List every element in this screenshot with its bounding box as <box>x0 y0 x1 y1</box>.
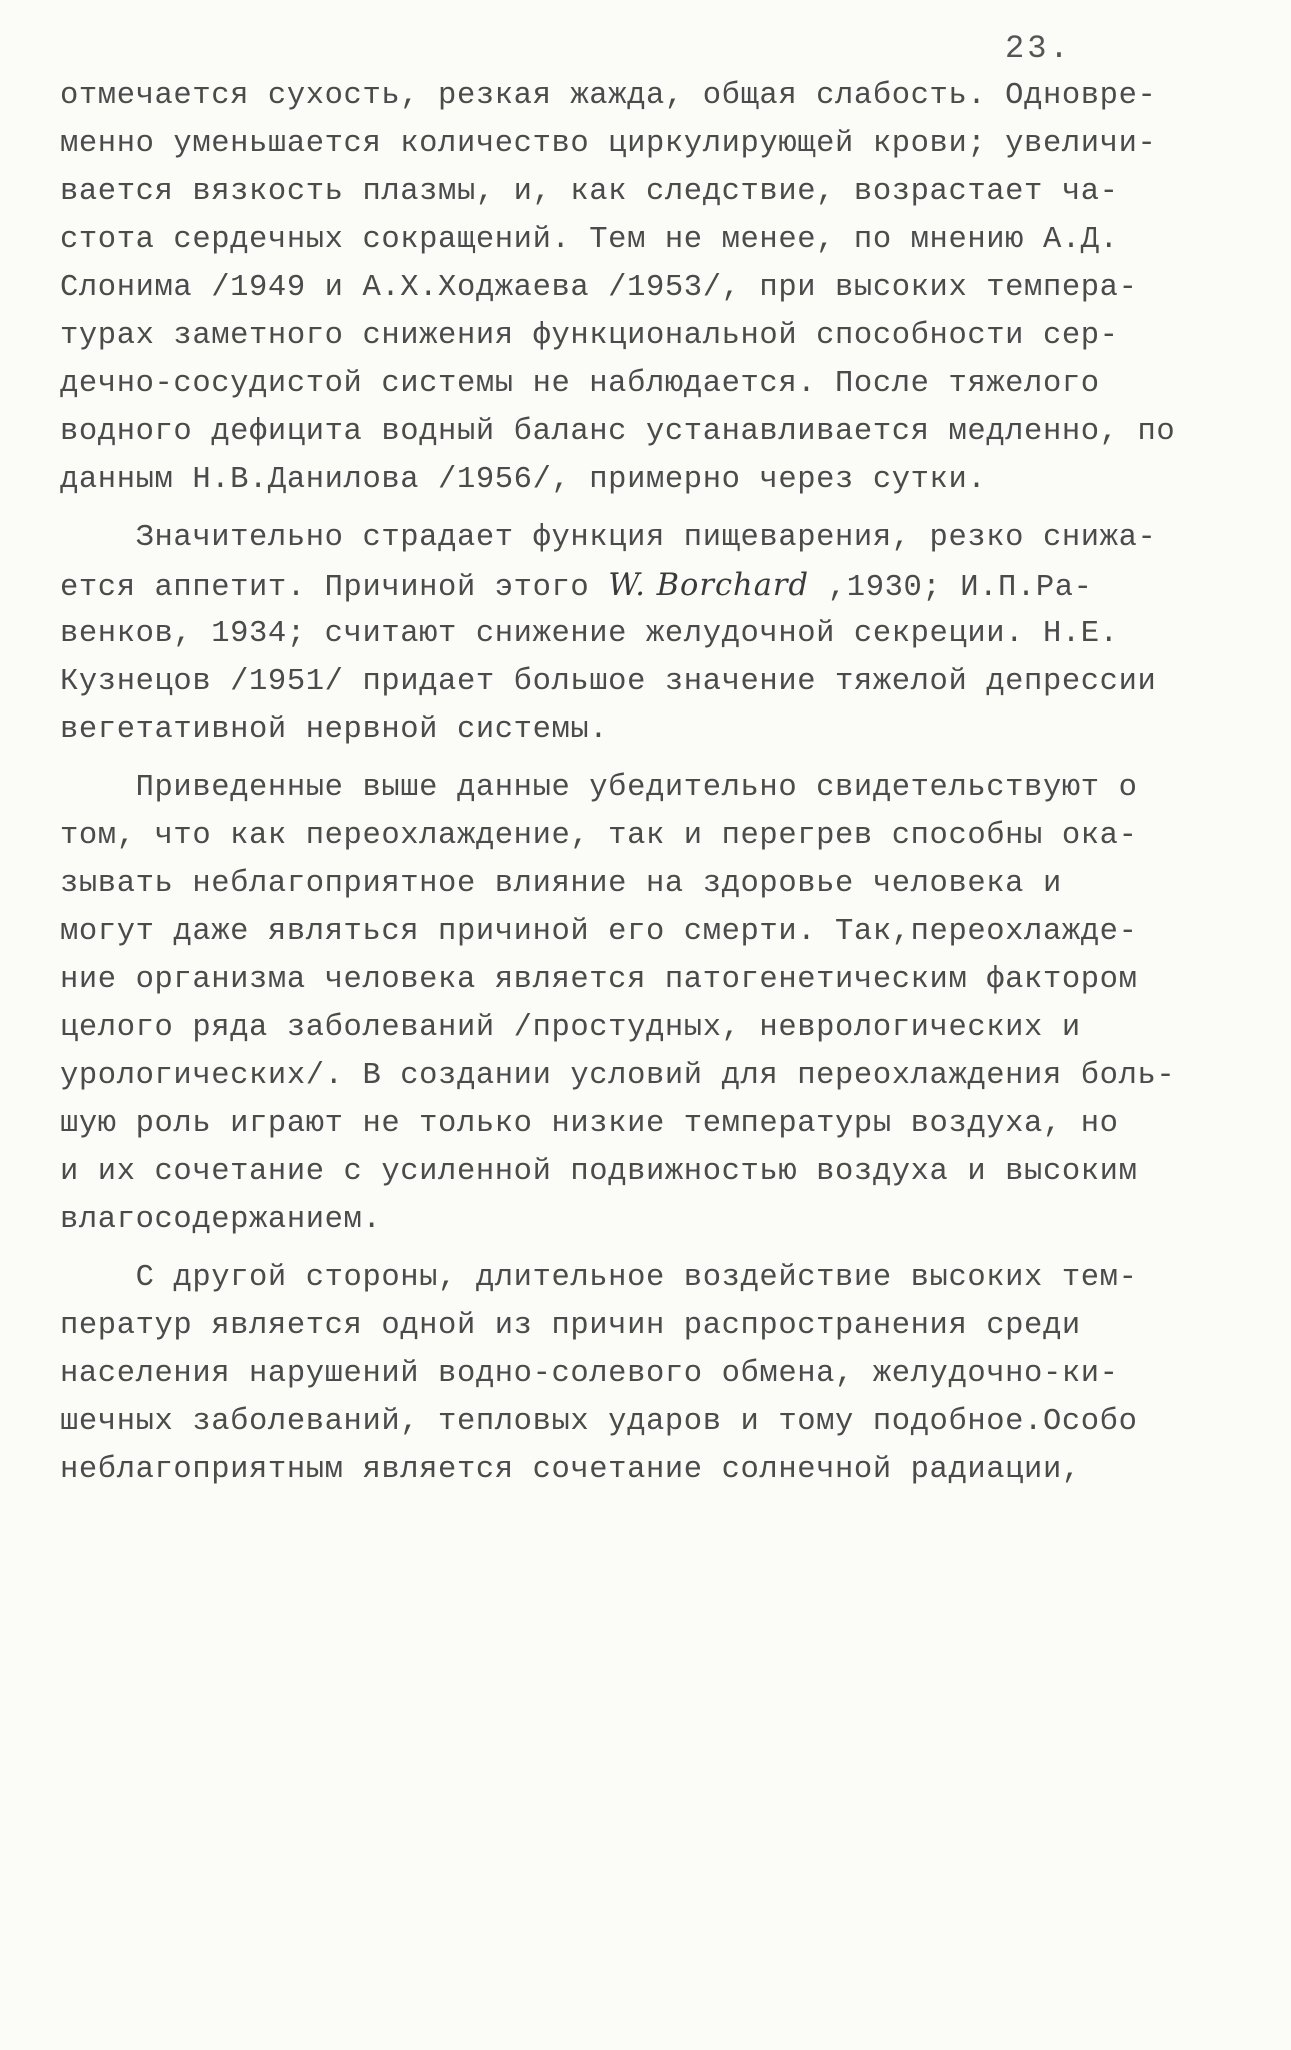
text-segment: ется аппетит. Причиной этого <box>60 571 590 605</box>
text-line: ние организма человека является патогенетическим фактором <box>60 963 1138 997</box>
text-line: вается вязкость плазмы, и, как следствие, возрастает ча- <box>60 175 1119 209</box>
text-segment: ,1930; И.П.Ра- <box>808 571 1093 605</box>
text-line: урологических/. В создании условий для переохлаждения боль- <box>60 1059 1176 1093</box>
text-line: зывать неблагоприятное влияние на здоровье человека и <box>60 867 1062 901</box>
page-number: 23. <box>1005 30 1072 67</box>
text-line: неблагоприятным является сочетание солнечной радиации, <box>60 1453 1081 1487</box>
text-line: Кузнецов /1951/ придает большое значение тяжелой депрессии <box>60 665 1157 699</box>
text-line: влагосодержанием. <box>60 1203 382 1237</box>
text-line: том, что как переохлаждение, так и перегрев способны ока- <box>60 819 1138 853</box>
text-line: венков, 1934; считают снижение желудочной секреции. Н.Е. <box>60 617 1119 651</box>
text-line: стота сердечных сокращений. Тем не менее, по мнению А.Д. <box>60 223 1119 257</box>
text-line: Слонима /1949 и А.Х.Ходжаева /1953/, при высоких темпера- <box>60 271 1138 305</box>
text-line: и их сочетание с усиленной подвижностью воздуха и высоким <box>60 1155 1138 1189</box>
text-line: данным Н.В.Данилова /1956/, примерно через сутки. <box>60 463 987 497</box>
text-line: вегетативной нервной системы. <box>60 713 609 747</box>
handwritten-name: W. Borchard <box>608 568 809 603</box>
text-line: ператур является одной из причин распространения среди <box>60 1309 1081 1343</box>
text-line: турах заметного снижения функциональной способности сер- <box>60 319 1119 353</box>
text-line: водного дефицита водный баланс устанавливается медленно, по <box>60 415 1176 449</box>
text-line: шую роль играют не только низкие температуры воздуха, но <box>60 1107 1119 1141</box>
text-line: менно уменьшается количество циркулирующей крови; увеличи- <box>60 127 1157 161</box>
text-line <box>60 566 1093 608</box>
text-line: дечно-сосудистой системы не наблюдается. После тяжелого <box>60 367 1100 401</box>
text-line: Значительно страдает функция пищеварения, резко снижа- <box>60 521 1157 555</box>
text-line: шечных заболеваний, тепловых ударов и тому подобное.Особо <box>60 1405 1138 1439</box>
text-line: населения нарушений водно-солевого обмена, желудочно-ки- <box>60 1357 1119 1391</box>
text-line: Приведенные выше данные убедительно свидетельствуют о <box>60 771 1138 805</box>
text-line: целого ряда заболеваний /простудных, неврологических и <box>60 1011 1081 1045</box>
text-line: отмечается сухость, резкая жажда, общая слабость. Одновре- <box>60 79 1157 113</box>
text-line: могут даже являться причиной его смерти. Так,переохлажде- <box>60 915 1138 949</box>
text-line: С другой стороны, длительное воздействие высоких тем- <box>60 1261 1138 1295</box>
